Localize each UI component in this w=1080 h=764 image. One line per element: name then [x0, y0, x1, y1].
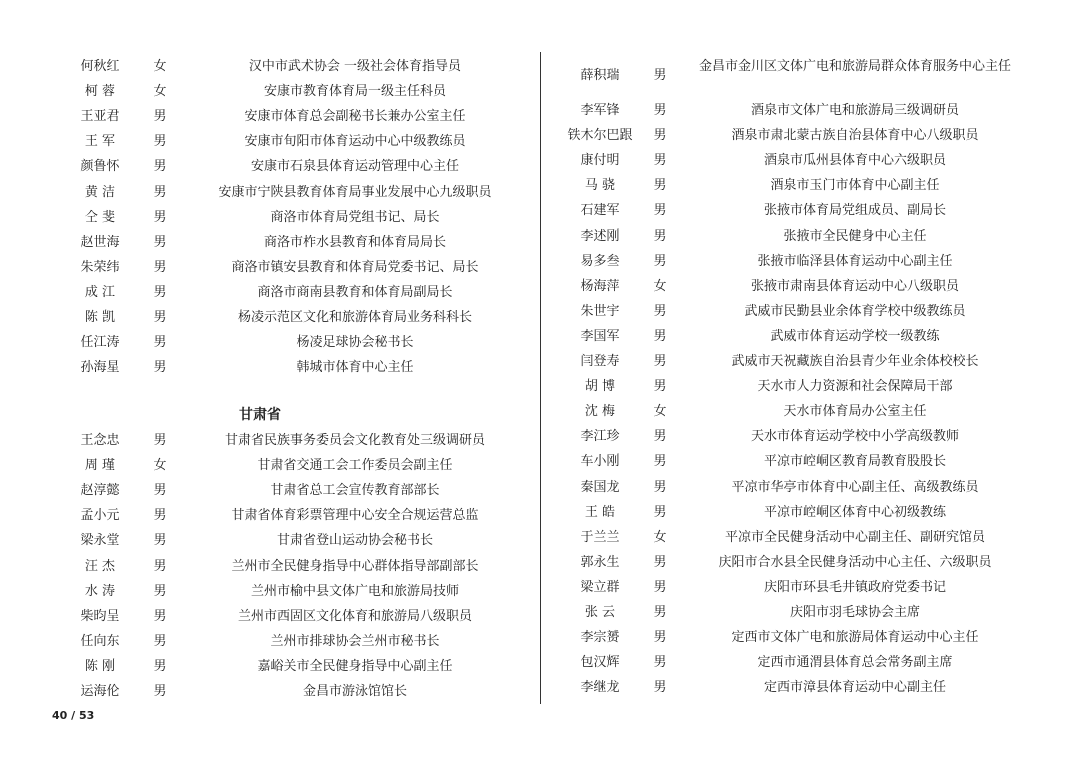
list-item [555, 575, 1025, 600]
person-sex: 男 [653, 630, 667, 646]
person-sex: 男 [153, 259, 167, 275]
person-sex: 男 [653, 354, 667, 369]
person-name: 李宗赟 [580, 630, 620, 646]
person-name: 陈 刚 [84, 658, 116, 674]
person-name: 颜鲁怀 [80, 159, 120, 175]
person-name: 柯 蓉 [84, 84, 116, 100]
person-sex: 男 [153, 583, 167, 599]
person-sex: 男 [653, 680, 667, 696]
person-name: 汪 杰 [84, 558, 116, 574]
person-position: 安康市体育总会副秘书长兼办公室主任 [244, 109, 466, 125]
person-name: 杨海萍 [580, 278, 620, 294]
person-sex: 男 [653, 379, 667, 395]
person-sex: 男 [653, 178, 667, 194]
list-item [55, 330, 530, 355]
person-position: 平凉市华亭市体育中心副主任、高级教练员 [731, 479, 979, 495]
list-item [55, 129, 530, 154]
person-position: 定西市文体广电和旅游局体育运动中心主任 [731, 630, 979, 646]
list-item [555, 600, 1025, 625]
person-position: 张掖市临泽县体育运动中心副主任 [757, 253, 953, 269]
person-position: 定西市漳县体育运动中心副主任 [763, 680, 946, 696]
person-sex: 女 [153, 458, 167, 474]
person-position: 平凉市全民健身活动中心副主任、副研究馆员 [724, 529, 985, 545]
person-sex: 男 [153, 433, 167, 448]
person-sex: 男 [653, 103, 667, 118]
person-sex: 男 [653, 579, 667, 595]
person-position: 庆阳市环县毛井镇政府党委书记 [763, 579, 946, 595]
person-position: 定西市通渭县体育总会常务副主席 [757, 655, 953, 671]
person-position: 汉中市武术协会 一级社会体育指导员 [248, 59, 462, 74]
person-name: 李述刚 [580, 228, 620, 244]
list-item [555, 399, 1025, 424]
person-name: 任向东 [80, 633, 120, 649]
person-name: 陈 凯 [84, 310, 116, 325]
person-sex: 男 [153, 608, 167, 624]
person-sex: 男 [653, 504, 667, 520]
column-divider [540, 52, 541, 704]
person-position: 兰州市西固区文化体育和旅游局八级职员 [237, 608, 472, 624]
person-sex: 男 [153, 209, 167, 225]
list-item [55, 54, 530, 79]
page-number: 40 / 53 [52, 709, 95, 722]
list-item [55, 554, 530, 579]
person-position: 武威市体育运动学校一级教练 [770, 328, 940, 344]
list-item [55, 679, 530, 704]
person-name: 王亚君 [80, 109, 120, 125]
person-sex: 男 [153, 633, 167, 649]
person-sex: 男 [653, 253, 667, 269]
list-item [555, 324, 1025, 349]
person-sex: 男 [653, 655, 667, 671]
person-sex: 男 [153, 284, 167, 300]
list-item [555, 224, 1025, 249]
list-item [555, 675, 1025, 700]
person-position: 安康市教育体育局一级主任科员 [263, 84, 446, 100]
person-name: 薛积瑞 [580, 68, 620, 83]
person-name: 朱荣纬 [80, 259, 120, 275]
person-name: 铁木尔巴跟 [567, 128, 633, 144]
person-name: 李军锋 [580, 103, 620, 118]
list-item [555, 98, 1025, 123]
person-position: 兰州市全民健身指导中心群体指导部副部长 [231, 558, 479, 574]
person-position: 张掖市体育局党组成员、副局长 [763, 203, 946, 219]
person-name: 仝 斐 [84, 209, 116, 225]
person-sex: 女 [653, 529, 667, 545]
person-sex: 男 [153, 234, 167, 250]
list-item [55, 79, 530, 104]
person-position: 甘肃省登山运动协会秘书长 [276, 533, 433, 549]
person-position: 天水市人力资源和社会保障局干部 [757, 379, 953, 395]
person-position: 商洛市镇安县教育和体育局党委书记、局长 [231, 259, 479, 275]
list-item [55, 604, 530, 629]
list-item [55, 154, 530, 179]
person-name: 孙海星 [80, 360, 120, 376]
list-item [55, 205, 530, 230]
person-sex: 男 [653, 203, 667, 219]
person-sex: 男 [153, 558, 167, 574]
person-name: 沈 梅 [584, 404, 616, 420]
list-item [55, 428, 530, 453]
person-position: 酒泉市肃北蒙古族自治县体育中心八级职员 [731, 128, 979, 144]
person-sex: 男 [153, 184, 167, 200]
person-sex: 男 [653, 429, 667, 445]
person-position: 酒泉市玉门市体育中心副主任 [770, 178, 940, 194]
person-name: 包汉辉 [580, 655, 620, 671]
person-position: 武威市民勤县业余体育学校中级教练员 [744, 303, 966, 319]
person-position: 酒泉市瓜州县体育中心六级职员 [763, 153, 946, 169]
person-sex: 女 [153, 84, 167, 100]
person-name: 张 云 [584, 605, 616, 620]
list-item [555, 274, 1025, 299]
list-item [555, 475, 1025, 500]
person-name: 李继龙 [580, 680, 620, 696]
person-position: 甘肃省体育彩票管理中心安全合规运营总监 [231, 508, 479, 524]
person-name: 康付明 [580, 153, 620, 169]
list-item [555, 525, 1025, 550]
person-name: 任江涛 [80, 335, 120, 351]
person-name: 梁立群 [580, 579, 620, 595]
person-sex: 男 [653, 68, 667, 83]
list-item [55, 579, 530, 604]
person-position: 商洛市柞水县教育和体育局局长 [263, 234, 446, 250]
person-position: 安康市旬阳市体育运动中心中级教练员 [244, 134, 466, 150]
person-name: 马 骁 [584, 178, 616, 194]
list-item [555, 198, 1025, 223]
person-position: 安康市宁陕县教育体育局事业发展中心九级职员 [218, 184, 492, 200]
list-item [555, 500, 1025, 525]
list-item [55, 629, 530, 654]
person-position: 杨凌示范区文化和旅游体育局业务科科长 [237, 310, 472, 325]
person-sex: 男 [153, 658, 167, 674]
list-item [55, 355, 530, 380]
person-sex: 男 [153, 508, 167, 524]
person-sex: 男 [153, 483, 167, 499]
list-item [555, 550, 1025, 575]
person-position: 张掖市全民健身中心主任 [783, 228, 927, 244]
person-sex: 女 [653, 278, 667, 294]
person-name: 胡 博 [584, 379, 616, 395]
person-sex: 男 [653, 454, 667, 470]
person-sex: 男 [653, 554, 667, 570]
list-item [55, 654, 530, 679]
list-item [555, 56, 1025, 96]
person-position: 安康市石泉县体育运动管理中心主任 [250, 159, 459, 175]
person-name: 孟小元 [80, 508, 120, 524]
person-sex: 男 [153, 310, 167, 325]
person-position: 杨凌足球协会秘书长 [296, 335, 414, 351]
person-sex: 男 [153, 134, 167, 150]
person-sex: 男 [153, 335, 167, 351]
person-name: 运海伦 [80, 684, 120, 699]
person-position: 天水市体育运动学校中小学高级教师 [750, 429, 959, 445]
person-position: 平凉市崆峒区教育局教育股股长 [763, 454, 946, 470]
list-item [555, 625, 1025, 650]
person-position: 武威市天祝藏族自治县青少年业余体校校长 [731, 354, 979, 369]
person-position: 甘肃省交通工会工作委员会副主任 [257, 458, 453, 474]
person-sex: 男 [153, 109, 167, 125]
person-position: 张掖市肃南县体育运动中心八级职员 [750, 278, 959, 294]
list-item [55, 503, 530, 528]
list-item [555, 424, 1025, 449]
list-item [55, 104, 530, 129]
person-sex: 男 [653, 228, 667, 244]
person-sex: 男 [153, 159, 167, 175]
list-item [55, 305, 530, 330]
section-heading-gansu: 甘肃省 [239, 407, 281, 423]
person-position: 甘肃省总工会宣传教育部部长 [270, 483, 440, 499]
person-sex: 女 [153, 59, 167, 74]
person-name: 王 皓 [584, 504, 616, 520]
person-name: 车小刚 [580, 454, 620, 470]
list-item [55, 453, 530, 478]
person-sex: 男 [653, 128, 667, 144]
person-sex: 男 [153, 533, 167, 549]
person-name: 易多叁 [580, 253, 620, 269]
person-position: 庆阳市合水县全民健身活动中心主任、六级职员 [718, 554, 992, 570]
person-sex: 男 [653, 153, 667, 169]
person-name: 赵世海 [80, 234, 120, 250]
person-position: 韩城市体育中心主任 [296, 360, 414, 376]
list-item [55, 280, 530, 305]
person-sex: 女 [653, 404, 667, 420]
list-item [555, 650, 1025, 675]
list-item [55, 230, 530, 255]
person-position: 嘉峪关市全民健身指导中心副主任 [257, 658, 453, 674]
person-name: 于兰兰 [580, 529, 620, 545]
list-item [555, 123, 1025, 148]
person-position: 兰州市排球协会兰州市秘书长 [270, 633, 440, 649]
person-sex: 男 [653, 479, 667, 495]
list-item [555, 148, 1025, 173]
person-sex: 男 [653, 605, 667, 620]
person-sex: 男 [653, 303, 667, 319]
person-name: 李国军 [580, 328, 620, 344]
person-sex: 男 [153, 684, 167, 699]
person-name: 赵淳懿 [80, 483, 120, 499]
person-name: 王 军 [84, 134, 116, 150]
person-name: 何秋红 [80, 59, 120, 74]
person-position: 兰州市榆中县文体广电和旅游局技师 [250, 583, 459, 599]
person-name: 黄 洁 [84, 184, 116, 200]
list-item [555, 173, 1025, 198]
person-name: 郭永生 [580, 554, 620, 570]
person-position: 酒泉市文体广电和旅游局三级调研员 [750, 103, 959, 118]
person-name: 王念忠 [80, 433, 120, 448]
person-sex: 男 [653, 328, 667, 344]
person-position: 金昌市金川区文体广电和旅游局群众体育服务中心主任 [698, 59, 1011, 74]
person-position: 平凉市崆峒区体育中心初级教练 [763, 504, 946, 520]
person-name: 闫登寿 [580, 354, 620, 369]
list-item [55, 528, 530, 553]
list-item [555, 374, 1025, 399]
list-item [555, 299, 1025, 324]
list-item [55, 478, 530, 503]
person-position: 庆阳市羽毛球协会主席 [789, 605, 920, 620]
person-name: 梁永堂 [80, 533, 120, 549]
person-position: 商洛市商南县教育和体育局副局长 [257, 284, 453, 300]
person-name: 水 涛 [84, 583, 116, 599]
list-item [555, 249, 1025, 274]
list-item [555, 349, 1025, 374]
person-name: 周 瑾 [84, 458, 116, 474]
person-name: 成 江 [84, 284, 116, 300]
person-position: 金昌市游泳馆馆长 [302, 684, 407, 699]
list-item [555, 449, 1025, 474]
person-name: 朱世宇 [580, 303, 620, 319]
person-name: 秦国龙 [580, 479, 620, 495]
person-sex: 男 [153, 360, 167, 376]
person-name: 李江珍 [580, 429, 620, 445]
person-position: 甘肃省民族事务委员会文化教育处三级调研员 [224, 433, 485, 448]
person-position: 天水市体育局办公室主任 [783, 404, 927, 420]
person-name: 柴昀呈 [80, 608, 120, 624]
person-name: 石建军 [580, 203, 620, 219]
list-item [55, 180, 530, 205]
list-item [55, 255, 530, 280]
person-position: 商洛市体育局党组书记、局长 [270, 209, 440, 225]
